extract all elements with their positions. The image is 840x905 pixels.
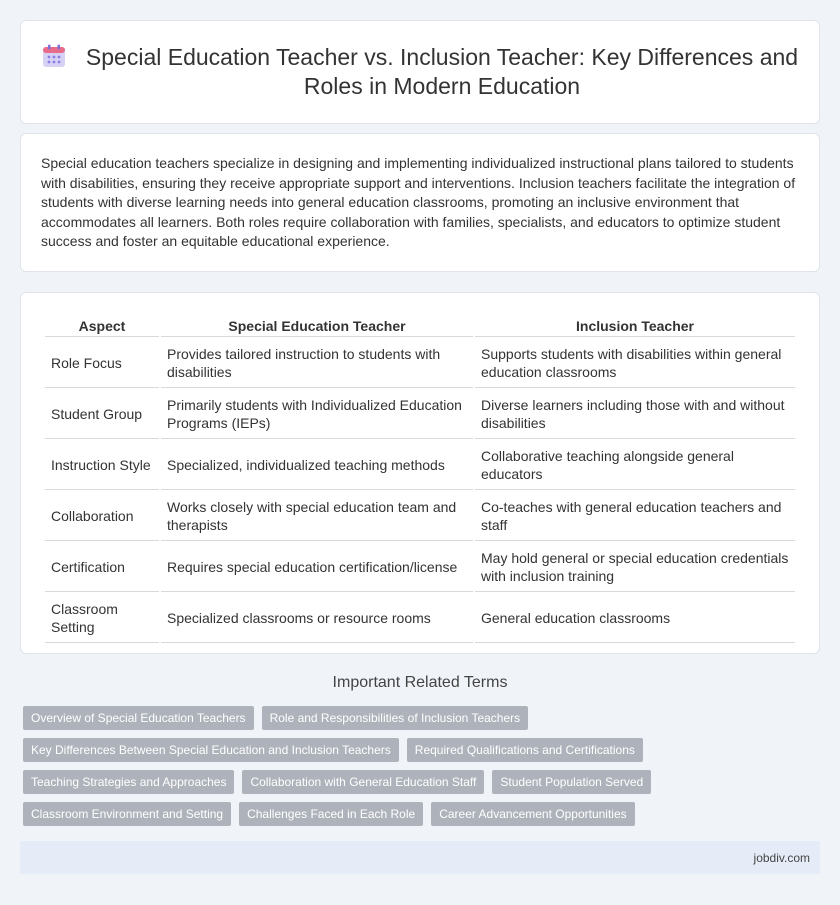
related-term-tag[interactable]: Required Qualifications and Certifications: [407, 738, 643, 762]
intro-paragraph: Special education teachers specialize in designing and implementing individualized instructional plans tailored to students with disabilities, ensuring they receive appropriate support and interventions. Inclusion teachers facilitate the integration of students with diverse learning needs into general education classrooms, promoting an inclusive environment that accommodates all learners. Both roles require collaboration with families, specialists, and educators to optimize student success and foster an equitable educational experience.: [41, 155, 796, 250]
inclusion-cell: Collaborative teaching alongside general educators: [475, 441, 795, 490]
related-term-tag[interactable]: Overview of Special Education Teachers: [23, 706, 254, 730]
calendar-icon: [41, 43, 67, 69]
special-ed-cell: Provides tailored instruction to students with disabilities: [161, 339, 473, 388]
related-term-tag[interactable]: Key Differences Between Special Education and Inclusion Teachers: [23, 738, 399, 762]
related-term-tag[interactable]: Collaboration with General Education Staff: [242, 770, 484, 794]
special-ed-cell: Specialized classrooms or resource rooms: [161, 594, 473, 643]
footer-site-link[interactable]: jobdiv.com: [753, 850, 810, 865]
aspect-cell: Role Focus: [45, 339, 159, 388]
aspect-cell: Instruction Style: [45, 441, 159, 490]
related-term-tag[interactable]: Teaching Strategies and Approaches: [23, 770, 234, 794]
aspect-cell: Collaboration: [45, 492, 159, 541]
comparison-table: [43, 313, 797, 645]
related-term-tag[interactable]: Student Population Served: [492, 770, 651, 794]
special-ed-cell: Specialized, individualized teaching methods: [161, 441, 473, 490]
related-term-tag[interactable]: Challenges Faced in Each Role: [239, 802, 423, 826]
table-row: [45, 492, 795, 541]
header-inclusion-teacher: Inclusion Teacher: [475, 315, 795, 337]
special-ed-cell: Primarily students with Individualized Education Programs (IEPs): [161, 390, 473, 439]
inclusion-cell: General education classrooms: [475, 594, 795, 643]
special-ed-cell: Requires special education certification/license: [161, 543, 473, 592]
intro-card: [20, 133, 820, 272]
inclusion-cell: May hold general or special education credentials with inclusion training: [475, 543, 795, 592]
inclusion-cell: Supports students with disabilities within general education classrooms: [475, 339, 795, 388]
related-term-tag[interactable]: Career Advancement Opportunities: [431, 802, 634, 826]
page-title: Special Education Teacher vs. Inclusion Teacher: Key Differences and Roles in Modern Education: [85, 44, 799, 99]
header-aspect: Aspect: [45, 315, 159, 337]
table-row: [45, 339, 795, 388]
aspect-cell: Student Group: [45, 390, 159, 439]
footer: [20, 841, 820, 874]
table-row: [45, 594, 795, 643]
header-card: [20, 20, 820, 124]
table-row: [45, 543, 795, 592]
related-term-tag[interactable]: Classroom Environment and Setting: [23, 802, 231, 826]
header-special-education-teacher: Special Education Teacher: [161, 315, 473, 337]
inclusion-cell: Diverse learners including those with and without disabilities: [475, 390, 795, 439]
special-ed-cell: Works closely with special education team and therapists: [161, 492, 473, 541]
related-terms-tags: [23, 706, 823, 834]
aspect-cell: Certification: [45, 543, 159, 592]
table-row: [45, 390, 795, 439]
related-terms-title: Important Related Terms: [332, 674, 508, 691]
comparison-table-card: [20, 292, 820, 654]
related-term-tag[interactable]: Role and Responsibilities of Inclusion Teachers: [262, 706, 529, 730]
table-header-row: [45, 315, 795, 337]
table-row: [45, 441, 795, 490]
aspect-cell: Classroom Setting: [45, 594, 159, 643]
inclusion-cell: Co-teaches with general education teachers and staff: [475, 492, 795, 541]
